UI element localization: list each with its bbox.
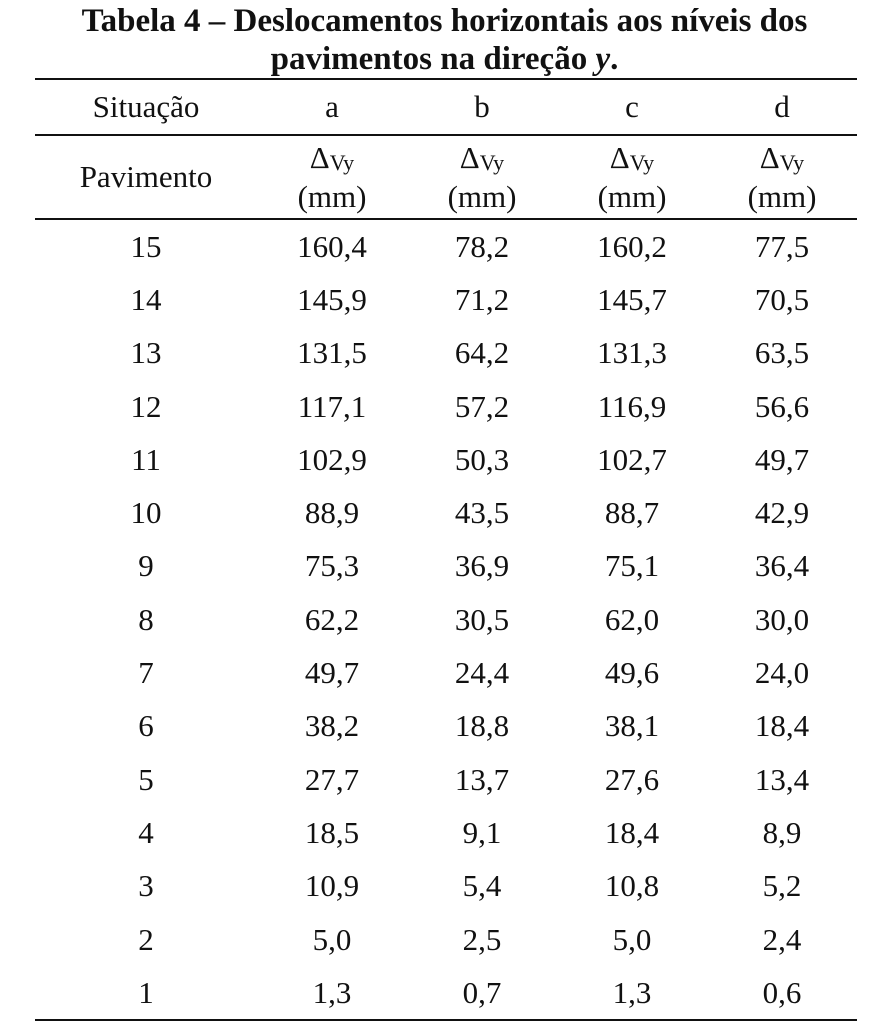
pavimento-cell: 7 [138,655,154,691]
value-cell-c: 160,2 [597,228,667,264]
unit-label: (mm) [447,178,517,214]
value-cell-d: 13,4 [754,761,810,797]
pavimento-cell: 4 [138,814,154,850]
value-cell-b: 0,7 [407,966,557,1020]
caption-line-1: Tabela 4 – Deslocamentos horizontais aos níveis dos [81,3,808,39]
table-row [35,860,857,913]
table-row [35,486,857,539]
pavimento-cell: 2 [138,921,154,957]
table-row [35,646,857,699]
value-cell-d: 56,6 [754,388,810,424]
pavimento-cell: 10 [130,495,162,531]
table-row [35,966,857,1020]
caption-line-2-text: pavimentos na direção [270,41,596,77]
pavimento-cell: 13 [130,335,162,371]
pavimento-cell: 3 [138,868,154,904]
value-cell-b: 9,1 [462,814,502,850]
displacement-table [35,78,857,1021]
value-cell-d: 8,9 [762,814,802,850]
column-header-b: b [407,79,557,135]
value-cell-c: 116,9 [597,388,667,424]
value-cell-c: 145,7 [597,281,667,317]
quantity-header [407,135,557,219]
quantity-header [257,135,407,219]
pavimento-cell: 12 [130,388,162,424]
pavimento-header: Pavimento [35,135,257,219]
table-row [35,433,857,486]
header-row-pavimento [35,135,857,219]
unit-label: (mm) [297,178,367,214]
value-cell-b: 78,2 [454,228,510,264]
delta-symbol: Δ [609,139,630,175]
value-cell-a: 38,2 [304,708,360,744]
value-cell-b: 36,9 [454,548,510,584]
caption-direction-variable: y [595,41,611,77]
value-cell-d: 18,4 [754,708,810,744]
table-row [35,327,857,380]
delta-subscript: Vy [479,149,505,175]
table-row [35,380,857,433]
table-row [35,913,857,966]
table-caption [0,2,889,78]
pavimento-cell: 5 [138,761,154,797]
pavimento-cell: 8 [138,601,154,637]
value-cell-b: 64,2 [454,335,510,371]
value-cell-b: 5,4 [462,868,502,904]
value-cell-d: 49,7 [754,441,810,477]
value-cell-b: 2,5 [462,921,502,957]
value-cell-c: 18,4 [604,814,660,850]
pavimento-cell: 6 [138,708,154,744]
value-cell-b: 71,2 [454,281,510,317]
value-cell-d: 63,5 [754,335,810,371]
pavimento-cell: 1 [35,966,257,1020]
delta-subscript: Vy [329,149,355,175]
value-cell-a: 5,0 [312,921,352,957]
value-cell-b: 13,7 [454,761,510,797]
delta-symbol: Δ [459,139,480,175]
value-cell-d: 42,9 [754,495,810,531]
value-cell-a: 117,1 [297,388,367,424]
table-row [35,219,857,273]
value-cell-b: 30,5 [454,601,510,637]
value-cell-d: 36,4 [754,548,810,584]
column-header-a: a [257,79,407,135]
pavimento-cell: 11 [131,441,161,477]
value-cell-c: 38,1 [604,708,660,744]
table-row [35,540,857,593]
unit-label: (mm) [747,178,817,214]
value-cell-c: 1,3 [557,966,707,1020]
value-cell-d: 24,0 [754,655,810,691]
delta-subscript: Vy [629,149,655,175]
column-header-d: d [707,79,857,135]
value-cell-c: 27,6 [604,761,660,797]
value-cell-a: 18,5 [304,814,360,850]
value-cell-d: 77,5 [754,228,810,264]
caption-line-2 [0,40,889,78]
value-cell-a: 62,2 [304,601,360,637]
table-row [35,273,857,326]
value-cell-d: 30,0 [754,601,810,637]
value-cell-b: 18,8 [454,708,510,744]
unit-label: (mm) [597,178,667,214]
pavimento-cell: 14 [130,281,162,317]
delta-symbol: Δ [759,139,780,175]
quantity-header [707,135,857,219]
value-cell-d: 70,5 [754,281,810,317]
value-cell-a: 88,9 [304,495,360,531]
value-cell-c: 131,3 [597,335,667,371]
value-cell-a: 145,9 [297,281,367,317]
caption-line-2-end: . [610,41,619,77]
value-cell-a: 75,3 [304,548,360,584]
quantity-header [557,135,707,219]
value-cell-b: 50,3 [454,441,510,477]
delta-subscript: Vy [779,149,805,175]
value-cell-c: 88,7 [604,495,660,531]
situacao-header: Situação [35,79,257,135]
table-row [35,806,857,859]
pavimento-cell: 9 [138,548,154,584]
value-cell-a: 27,7 [304,761,360,797]
table-row [35,593,857,646]
value-cell-c: 62,0 [604,601,660,637]
pavimento-cell: 15 [130,228,162,264]
value-cell-a: 1,3 [257,966,407,1020]
value-cell-b: 43,5 [454,495,510,531]
value-cell-b: 24,4 [454,655,510,691]
column-header-c: c [557,79,707,135]
value-cell-a: 131,5 [297,335,367,371]
value-cell-c: 102,7 [597,441,667,477]
table-body [35,219,857,1020]
table-row [35,700,857,753]
value-cell-a: 160,4 [297,228,367,264]
value-cell-d: 5,2 [762,868,802,904]
header-row-situacao [35,79,857,135]
value-cell-c: 10,8 [604,868,660,904]
value-cell-c: 49,6 [604,655,660,691]
value-cell-d: 0,6 [707,966,857,1020]
value-cell-c: 75,1 [604,548,660,584]
value-cell-b: 57,2 [454,388,510,424]
table-row [35,753,857,806]
value-cell-a: 49,7 [304,655,360,691]
value-cell-c: 5,0 [612,921,652,957]
value-cell-d: 2,4 [762,921,802,957]
value-cell-a: 10,9 [304,868,360,904]
value-cell-a: 102,9 [297,441,367,477]
delta-symbol: Δ [309,139,330,175]
